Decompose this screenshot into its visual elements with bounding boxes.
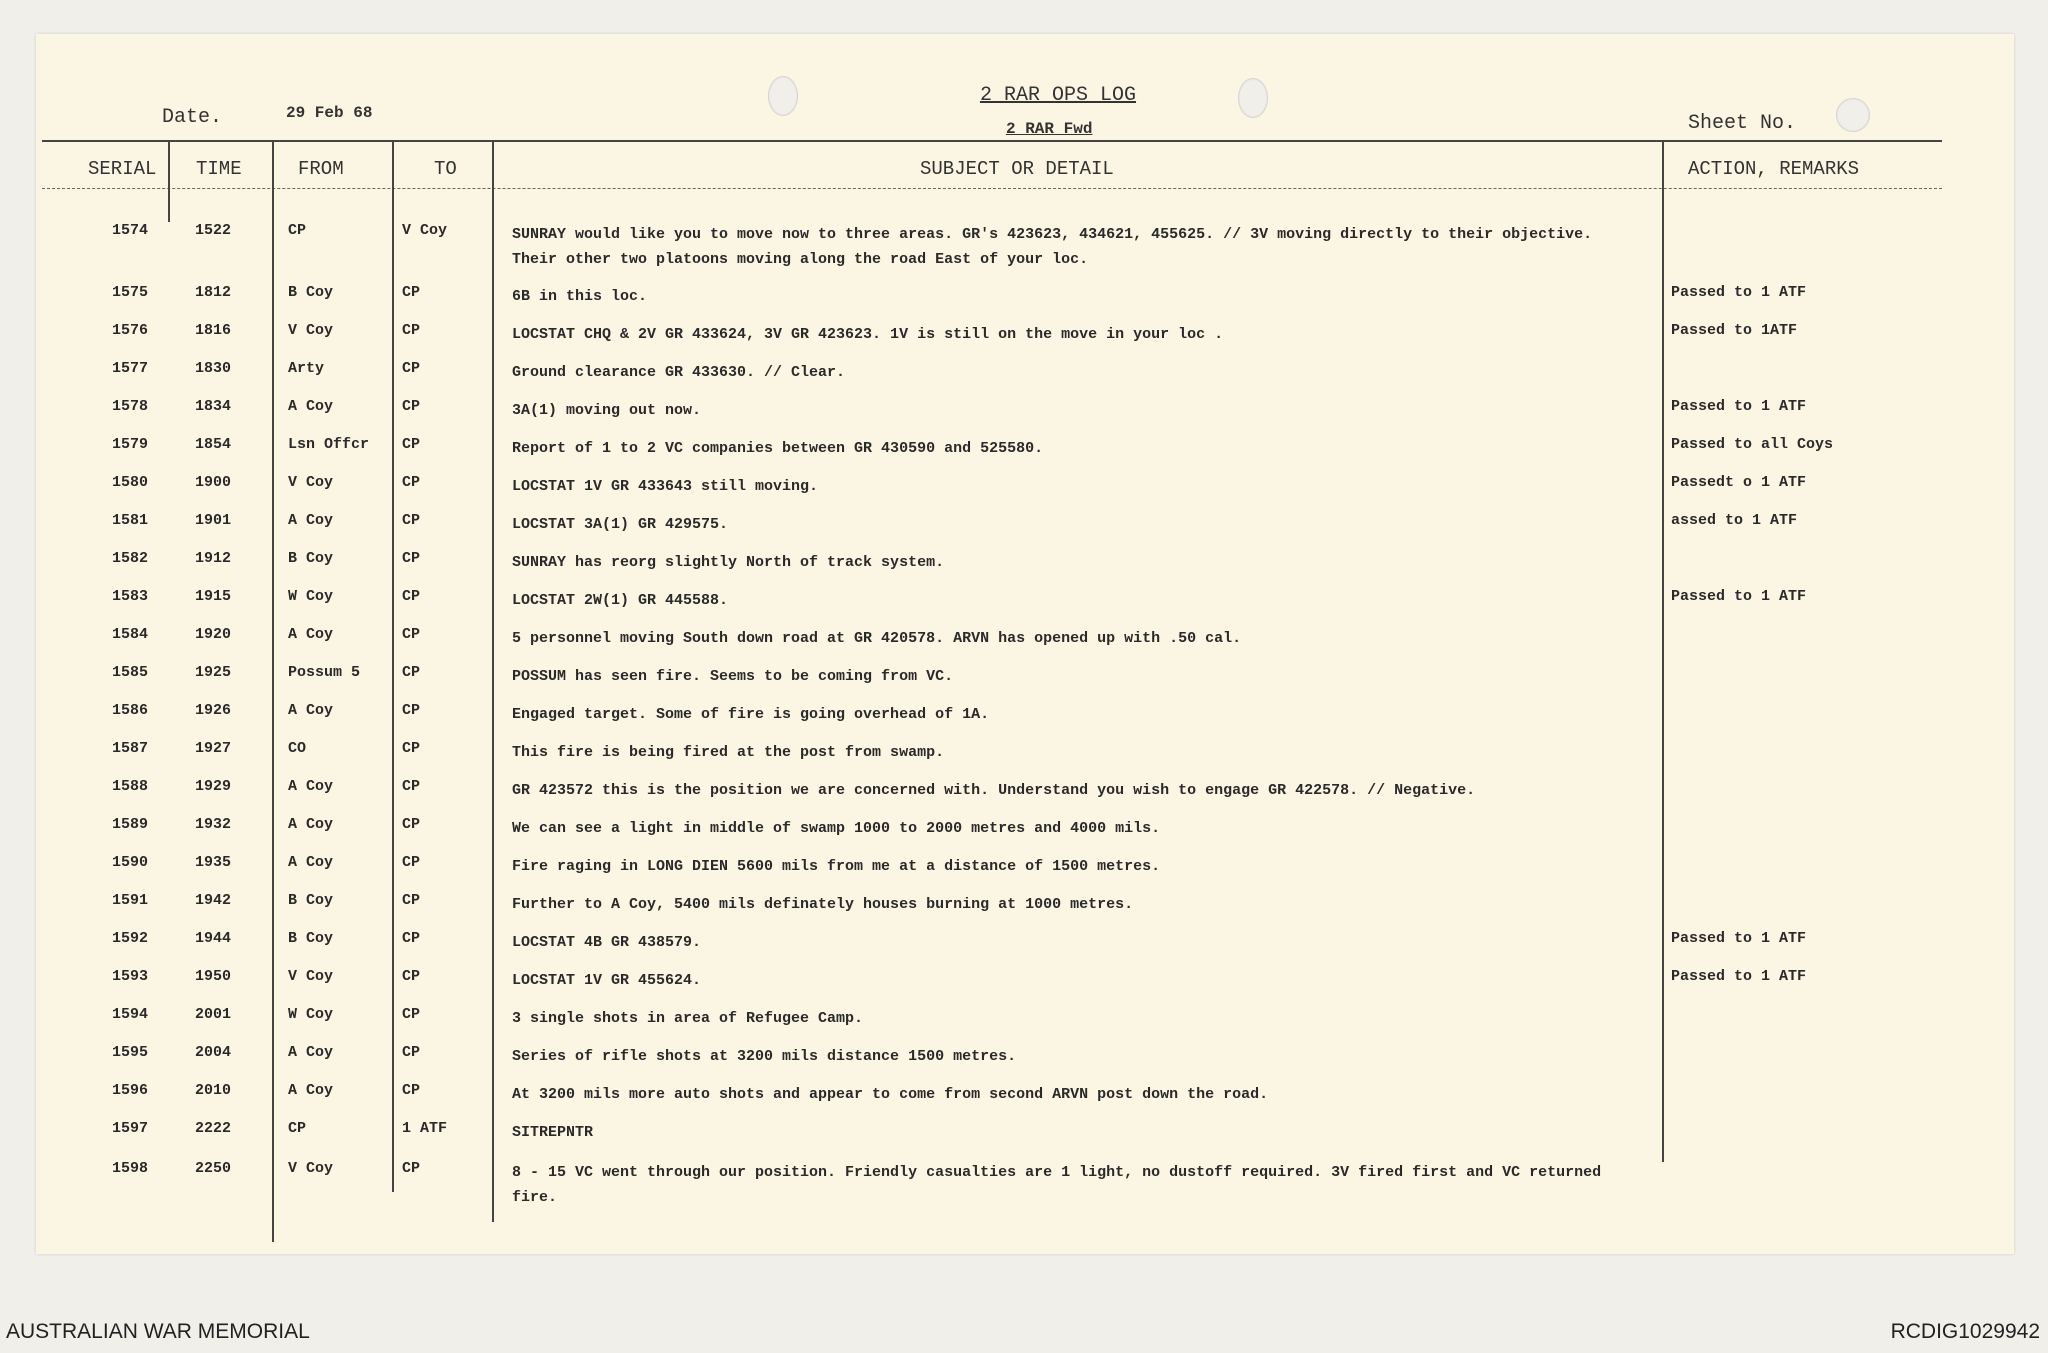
from-cell: B Coy [288, 892, 334, 909]
time-cell: 1522 [195, 222, 232, 239]
serial-cell: 1592 [112, 930, 149, 947]
time-cell: 1926 [195, 702, 232, 719]
detail-cell: LOCSTAT 2W(1) GR 445588. [512, 592, 729, 609]
to-cell: CP [402, 1082, 421, 1099]
punch-hole-right [1238, 78, 1268, 118]
detail-cell: LOCSTAT 1V GR 455624. [512, 972, 702, 989]
serial-cell: 1587 [112, 740, 149, 757]
serial-cell: 1591 [112, 892, 149, 909]
time-cell: 2010 [195, 1082, 232, 1099]
from-cell: Lsn Offcr [288, 436, 370, 453]
time-cell: 2004 [195, 1044, 232, 1061]
remarks-cell: Passed to 1 ATF [1671, 968, 1807, 985]
column-divider-to [392, 142, 394, 1192]
sheet-number-label: Sheet No. [1688, 112, 1797, 135]
time-cell: 1912 [195, 550, 232, 567]
serial-cell: 1578 [112, 398, 149, 415]
detail-cell: 5 personnel moving South down road at GR 420578. ARVN has opened up with .50 cal. [512, 630, 1242, 647]
from-cell: A Coy [288, 1044, 334, 1061]
from-cell: A Coy [288, 854, 334, 871]
to-cell: 1 ATF [402, 1120, 448, 1137]
time-cell: 1932 [195, 816, 232, 833]
serial-cell: 1596 [112, 1082, 149, 1099]
time-cell: 1812 [195, 284, 232, 301]
to-cell: CP [402, 588, 421, 605]
time-cell: 1925 [195, 664, 232, 681]
time-cell: 1901 [195, 512, 232, 529]
time-cell: 1929 [195, 778, 232, 795]
time-cell: 1915 [195, 588, 232, 605]
time-cell: 1816 [195, 322, 232, 339]
to-cell: CP [402, 930, 421, 947]
serial-cell: 1594 [112, 1006, 149, 1023]
to-cell: CP [402, 778, 421, 795]
serial-cell: 1575 [112, 284, 149, 301]
from-cell: A Coy [288, 778, 334, 795]
column-header-to: TO [434, 158, 457, 180]
serial-cell: 1593 [112, 968, 149, 985]
page-subtitle: 2 RAR Fwd [1006, 120, 1093, 138]
time-cell: 2222 [195, 1120, 232, 1137]
time-cell: 1927 [195, 740, 232, 757]
to-cell: CP [402, 702, 421, 719]
remarks-cell: Passed to 1 ATF [1671, 284, 1807, 301]
detail-cell: We can see a light in middle of swamp 1000 to 2000 metres and 4000 mils. [512, 820, 1161, 837]
to-cell: CP [402, 892, 421, 909]
header-bottom-rule [42, 188, 1942, 189]
column-header-from: FROM [298, 158, 344, 180]
to-cell: CP [402, 854, 421, 871]
time-cell: 1834 [195, 398, 232, 415]
remarks-cell: assed to 1 ATF [1671, 512, 1798, 529]
from-cell: V Coy [288, 322, 334, 339]
time-cell: 1942 [195, 892, 232, 909]
serial-cell: 1597 [112, 1120, 149, 1137]
detail-cell: Series of rifle shots at 3200 mils distance 1500 metres. [512, 1048, 1017, 1065]
from-cell: A Coy [288, 626, 334, 643]
column-divider-time [168, 142, 170, 222]
time-cell: 1920 [195, 626, 232, 643]
column-divider-detail [492, 142, 494, 1222]
serial-cell: 1577 [112, 360, 149, 377]
from-cell: V Coy [288, 1160, 334, 1177]
serial-cell: 1589 [112, 816, 149, 833]
remarks-cell: Passed to 1 ATF [1671, 588, 1807, 605]
detail-cell: SUNRAY has reorg slightly North of track system. [512, 554, 945, 571]
from-cell: V Coy [288, 474, 334, 491]
from-cell: A Coy [288, 398, 334, 415]
detail-cell: 3A(1) moving out now. [512, 402, 702, 419]
time-cell: 1854 [195, 436, 232, 453]
punch-hole-left [768, 76, 798, 116]
to-cell: CP [402, 512, 421, 529]
time-cell: 1944 [195, 930, 232, 947]
serial-cell: 1585 [112, 664, 149, 681]
detail-cell: LOCSTAT 4B GR 438579. [512, 934, 702, 951]
from-cell: Possum 5 [288, 664, 361, 681]
serial-cell: 1582 [112, 550, 149, 567]
column-header-remarks: ACTION, REMARKS [1688, 158, 1860, 180]
serial-cell: 1581 [112, 512, 149, 529]
footer-id: RCDIG1029942 [1890, 1320, 2040, 1343]
detail-cell: Further to A Coy, 5400 mils definately houses burning at 1000 metres. [512, 896, 1134, 913]
time-cell: 1830 [195, 360, 232, 377]
remarks-cell: Passed to 1 ATF [1671, 930, 1807, 947]
date-label: Date. [162, 106, 223, 129]
from-cell: B Coy [288, 550, 334, 567]
to-cell: CP [402, 816, 421, 833]
serial-cell: 1576 [112, 322, 149, 339]
header-top-rule [42, 140, 1942, 142]
column-header-time: TIME [196, 158, 242, 180]
to-cell: CP [402, 322, 421, 339]
detail-cell: SUNRAY would like you to move now to three areas. GR's 423623, 434621, 455625. // 3V moving directly to their objective. Their other two platoons moving along the road East of your loc. [512, 226, 1593, 268]
to-cell: CP [402, 398, 421, 415]
serial-cell: 1583 [112, 588, 149, 605]
detail-cell: Report of 1 to 2 VC companies between GR 430590 and 525580. [512, 440, 1044, 457]
to-cell: CP [402, 968, 421, 985]
punch-hole-corner [1836, 98, 1870, 132]
from-cell: W Coy [288, 1006, 334, 1023]
serial-cell: 1580 [112, 474, 149, 491]
serial-cell: 1595 [112, 1044, 149, 1061]
from-cell: CO [288, 740, 307, 757]
from-cell: B Coy [288, 930, 334, 947]
from-cell: W Coy [288, 588, 334, 605]
detail-cell: 6B in this loc. [512, 288, 648, 305]
detail-cell: Ground clearance GR 433630. // Clear. [512, 364, 846, 381]
detail-cell: At 3200 mils more auto shots and appear to come from second ARVN post down the road. [512, 1086, 1269, 1103]
from-cell: Arty [288, 360, 325, 377]
detail-cell: SITREPNTR [512, 1124, 594, 1141]
detail-cell: POSSUM has seen fire. Seems to be coming from VC. [512, 668, 954, 685]
detail-cell: LOCSTAT 3A(1) GR 429575. [512, 516, 729, 533]
from-cell: A Coy [288, 702, 334, 719]
page-title: 2 RAR OPS LOG [980, 84, 1137, 107]
column-divider-remarks [1662, 142, 1664, 1162]
to-cell: CP [402, 550, 421, 567]
to-cell: CP [402, 1006, 421, 1023]
detail-cell: 3 single shots in area of Refugee Camp. [512, 1010, 864, 1027]
to-cell: CP [402, 474, 421, 491]
serial-cell: 1584 [112, 626, 149, 643]
serial-cell: 1574 [112, 222, 149, 239]
time-cell: 2001 [195, 1006, 232, 1023]
remarks-cell: Passed to 1 ATF [1671, 398, 1807, 415]
to-cell: CP [402, 1044, 421, 1061]
detail-cell: Engaged target. Some of fire is going overhead of 1A. [512, 706, 990, 723]
remarks-cell: Passed to 1ATF [1671, 322, 1798, 339]
date-value: 29 Feb 68 [286, 104, 373, 122]
time-cell: 1935 [195, 854, 232, 871]
serial-cell: 1588 [112, 778, 149, 795]
column-header-detail: SUBJECT OR DETAIL [920, 158, 1114, 180]
remarks-cell: Passed to all Coys [1671, 436, 1834, 453]
serial-cell: 1586 [112, 702, 149, 719]
remarks-cell: Passedt o 1 ATF [1671, 474, 1807, 491]
serial-cell: 1579 [112, 436, 149, 453]
detail-cell: LOCSTAT CHQ & 2V GR 433624, 3V GR 423623. 1V is still on the move in your loc . [512, 326, 1224, 343]
from-cell: A Coy [288, 1082, 334, 1099]
from-cell: V Coy [288, 968, 334, 985]
time-cell: 1950 [195, 968, 232, 985]
detail-cell: GR 423572 this is the position we are concerned with. Understand you wish to engage GR 422578. // Negative. [512, 782, 1476, 799]
to-cell: CP [402, 1160, 421, 1177]
detail-cell: Fire raging in LONG DIEN 5600 mils from me at a distance of 1500 metres. [512, 858, 1161, 875]
from-cell: CP [288, 222, 307, 239]
from-cell: CP [288, 1120, 307, 1137]
to-cell: CP [402, 664, 421, 681]
to-cell: CP [402, 436, 421, 453]
to-cell: CP [402, 740, 421, 757]
time-cell: 2250 [195, 1160, 232, 1177]
serial-cell: 1598 [112, 1160, 149, 1177]
detail-cell: 8 - 15 VC went through our position. Friendly casualties are 1 light, no dustoff required. 3V fired first and VC returned fire. [512, 1164, 1602, 1206]
to-cell: V Coy [402, 222, 448, 239]
to-cell: CP [402, 626, 421, 643]
time-cell: 1900 [195, 474, 232, 491]
from-cell: A Coy [288, 512, 334, 529]
detail-cell: LOCSTAT 1V GR 433643 still moving. [512, 478, 819, 495]
from-cell: A Coy [288, 816, 334, 833]
to-cell: CP [402, 284, 421, 301]
from-cell: B Coy [288, 284, 334, 301]
column-header-serial: SERIAL [88, 158, 157, 180]
footer-credit: AUSTRALIAN WAR MEMORIAL [6, 1320, 310, 1343]
detail-cell: This fire is being fired at the post from swamp. [512, 744, 945, 761]
column-divider-from [272, 142, 274, 1242]
log-sheet [36, 34, 2014, 1254]
to-cell: CP [402, 360, 421, 377]
serial-cell: 1590 [112, 854, 149, 871]
